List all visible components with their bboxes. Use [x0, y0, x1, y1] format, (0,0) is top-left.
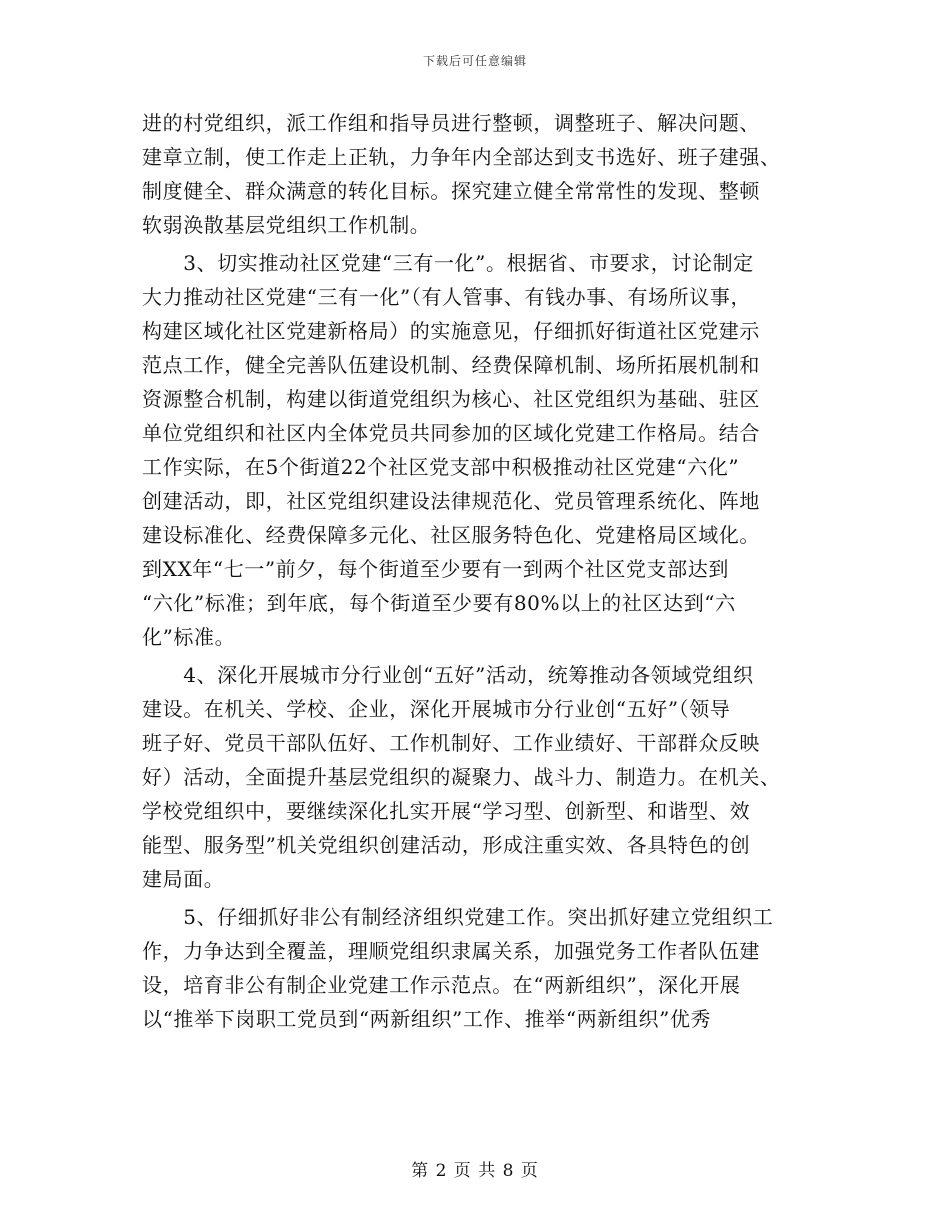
text-line: 学校党组织中，要继续深化扎实开展“学习型、创新型、和谐型、效: [142, 799, 751, 823]
text-line: 进的村党组织，派工作组和指导员进行整顿，调整班子、解决问题、: [142, 111, 760, 135]
text-line: 大力推动社区党建“三有一化”（有人管事、有钱办事、有场所议事，: [142, 285, 752, 309]
paragraph: [142, 246, 808, 654]
paragraph: [142, 658, 808, 896]
text-line: 工作实际，在5个街道22个社区党支部中积极推动社区党建“六化”: [142, 455, 740, 479]
text-line: 建章立制，使工作走上正轨，力争年内全部达到支书选好、班子建强、: [142, 145, 781, 169]
text-line: 创建活动，即，社区党组织建设法律规范化、党员管理系统化、阵地: [142, 489, 760, 513]
text-line: 5、仔细抓好非公有制经济组织党建工作。突出抓好建立党组织工: [142, 905, 774, 929]
text-line: 建设。在机关、学校、企业，深化开展城市分行业创“五好”（领导: [142, 697, 731, 721]
paragraph: [142, 106, 808, 242]
text-line: 建设标准化、经费保障多元化、社区服务特色化、党建格局区域化。: [142, 523, 760, 547]
text-line: 班子好、党员干部队伍好、工作机制好、工作业绩好、干部群众反映: [142, 731, 760, 755]
text-line: 作，力争达到全覆盖，理顺党组织隶属关系，加强党务工作者队伍建: [142, 939, 760, 963]
text-line: 资源整合机制，构建以街道党组织为核心、社区党组织为基础、驻区: [142, 387, 760, 411]
text-line: 设，培育非公有制企业党建工作示范点。在“两新组织”，深化开展: [142, 973, 741, 997]
text-line: 好）活动，全面提升基层党组织的凝聚力、战斗力、制造力。在机关、: [142, 765, 781, 789]
text-line: 单位党组织和社区内全体党员共同参加的区域化党建工作格局。结合: [142, 421, 760, 445]
text-line: 范点工作，健全完善队伍建设机制、经费保障机制、场所拓展机制和: [142, 353, 760, 377]
text-line: 建局面。: [142, 867, 225, 891]
document-body: [142, 106, 808, 1036]
page-footer: 第 2 页 共 8 页: [411, 1161, 539, 1181]
text-line: “六化”标准；到年底，每个街道至少要有80%以上的社区达到“六: [142, 591, 736, 615]
text-line: 构建区域化社区党建新格局）的实施意见，仔细抓好街道社区党建示: [142, 319, 760, 343]
text-line: 制度健全、群众满意的转化目标。探究建立健全常常性的发现、整顿: [142, 179, 760, 203]
text-line: 4、深化开展城市分行业创“五好”活动，统筹推动各领域党组织: [142, 663, 754, 687]
text-line: 到XX年“七一”前夕，每个街道至少要有一到两个社区党支部达到: [142, 557, 729, 581]
text-line: 以“推举下岗职工党员到“两新组织”工作、推举“两新组织”优秀: [142, 1007, 712, 1031]
paragraph: [142, 900, 808, 1036]
text-line: 能型、服务型”机关党组织创建活动，形成注重实效、各具特色的创: [142, 833, 751, 857]
text-line: 软弱涣散基层党组织工作机制。: [142, 213, 431, 237]
page-header: 下载后可任意编辑: [422, 54, 527, 68]
text-line: 化”标准。: [142, 625, 236, 649]
text-line: 3、切实推动社区党建“三有一化”。根据省、市要求，讨论制定: [142, 251, 754, 275]
